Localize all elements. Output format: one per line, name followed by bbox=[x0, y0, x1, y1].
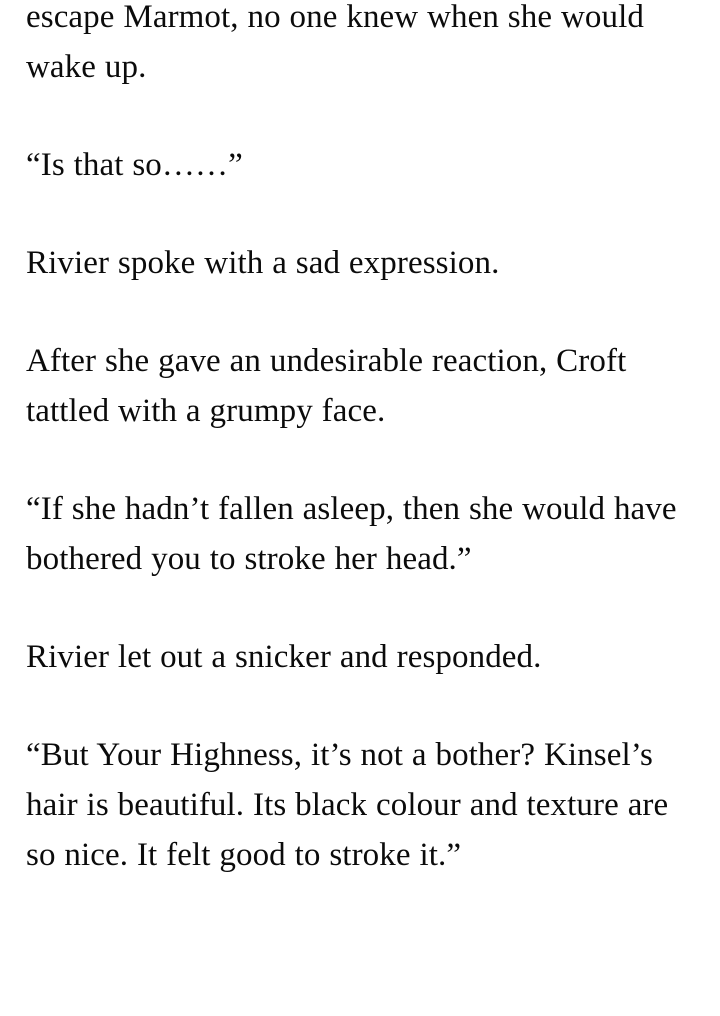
paragraph: After she gave an undesirable reaction, Croft tattled with a grumpy face. bbox=[26, 343, 627, 429]
paragraph: “If she hadn’t fallen asleep, then she would have bothered you to stroke her head.” bbox=[26, 491, 677, 577]
reader-text-body bbox=[26, 0, 692, 880]
paragraph: escape Marmot, no one knew when she would wake up. bbox=[26, 0, 644, 85]
paragraph: “Is that so……” bbox=[26, 147, 243, 183]
paragraph: Rivier spoke with a sad expression. bbox=[26, 245, 500, 281]
paragraph: Rivier let out a snicker and responded. bbox=[26, 639, 542, 675]
paragraph: “But Your Highness, it’s not a bother? Kinsel’s hair is beautiful. Its black colour and texture are so nice. It felt good to stroke it.” bbox=[26, 737, 669, 873]
